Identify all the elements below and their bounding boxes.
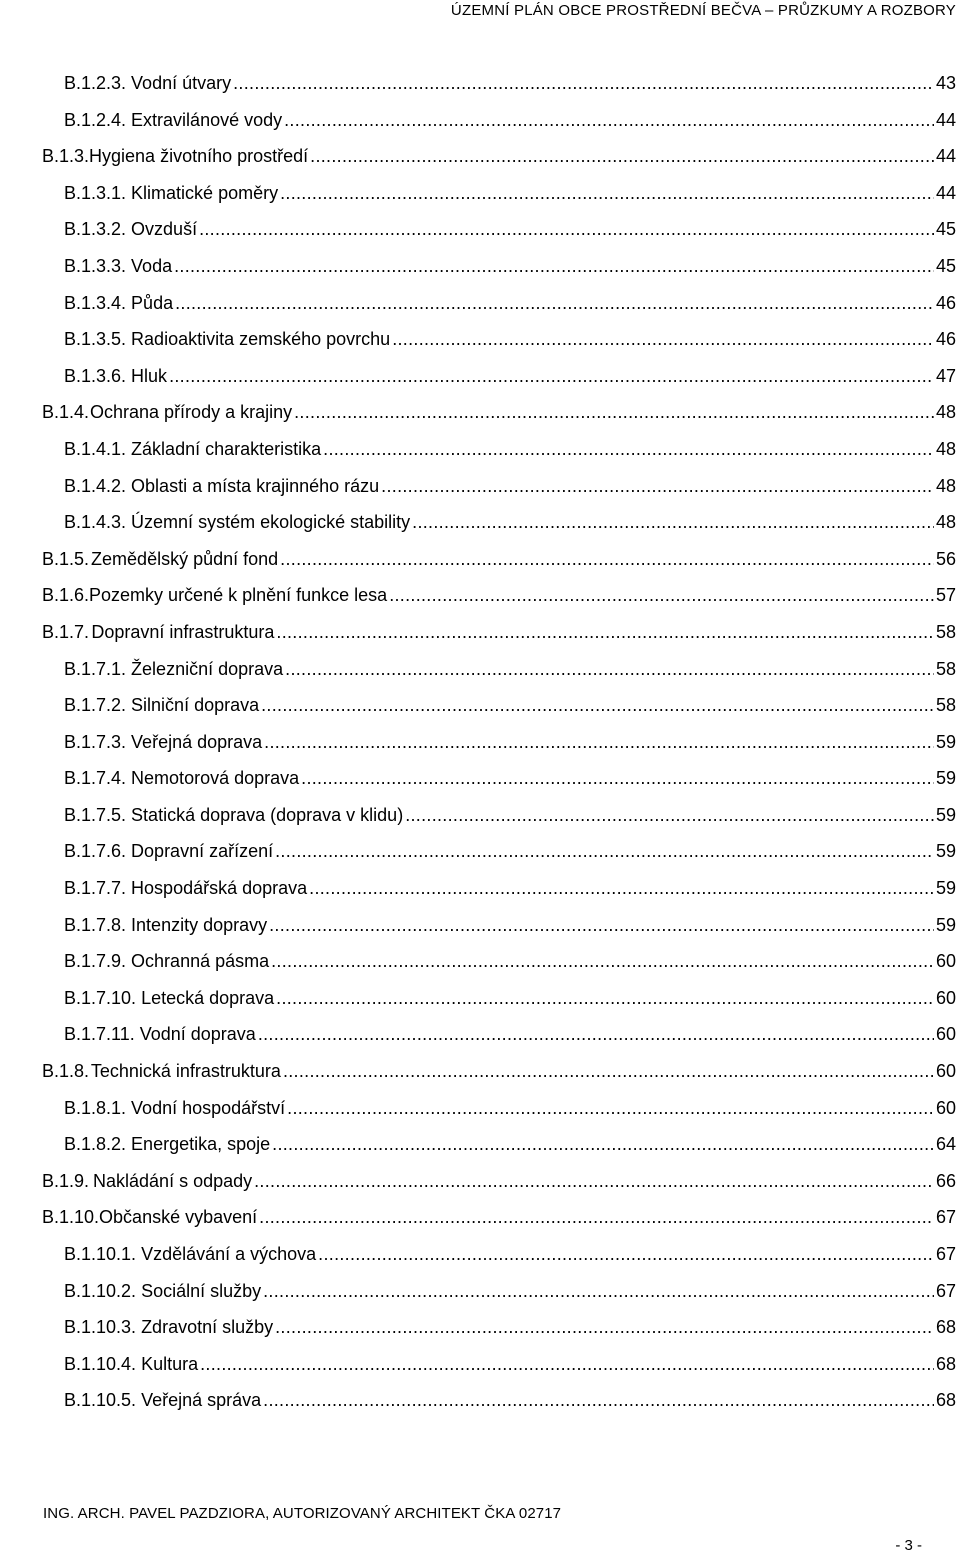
toc-dot-leader [301, 760, 934, 797]
toc-entry-number: B.1.7.10. [64, 987, 137, 1008]
toc-entry-title: Intenzity dopravy [131, 914, 268, 935]
toc-dot-leader [412, 504, 934, 541]
toc-entry[interactable] [42, 797, 956, 834]
toc-entry-number: B.1.7.3. [64, 731, 127, 752]
toc-entry-title: Radioaktivita zemského povrchu [131, 329, 391, 350]
toc-entry-page: 60 [935, 987, 956, 1008]
toc-entry-title: Občanské vybavení [99, 1207, 258, 1228]
toc-entry-title: Sociální služby [141, 1280, 262, 1301]
toc-entry-number: B.1.7.6. [64, 841, 127, 862]
toc-entry-title: Oblasti a místa krajinného rázu [131, 475, 380, 496]
toc-entry-page: 59 [935, 731, 956, 752]
toc-dot-leader [275, 833, 934, 870]
toc-dot-leader [283, 1053, 934, 1090]
toc-dot-leader [284, 102, 934, 139]
toc-entry-page: 66 [935, 1170, 956, 1191]
toc-entry[interactable] [42, 468, 956, 505]
toc-entry-title: Železniční doprava [131, 658, 284, 679]
toc-entry-number: B.1.3.1. [64, 182, 127, 203]
toc-entry-page: 48 [935, 475, 956, 496]
toc-dot-leader [263, 1273, 934, 1310]
toc-entry-title: Letecká doprava [141, 987, 275, 1008]
toc-entry[interactable] [42, 870, 956, 907]
toc-entry-number: B.1.9. [42, 1170, 90, 1191]
toc-dot-leader [280, 175, 934, 212]
toc-entry[interactable] [42, 833, 956, 870]
toc-entry-page: 60 [935, 1061, 956, 1082]
toc-entry-number: B.1.8. [42, 1061, 90, 1082]
toc-entry-page: 59 [935, 878, 956, 899]
toc-entry-number: B.1.3.5. [64, 329, 127, 350]
toc-dot-leader [294, 394, 934, 431]
toc-entry-title: Nemotorová doprava [131, 768, 300, 789]
toc-entry-title: Statická doprava (doprava v klidu) [131, 804, 404, 825]
toc-dot-leader [271, 943, 934, 980]
toc-entry-title: Ovzduší [131, 219, 198, 240]
toc-entry-number: B.1.7.5. [64, 804, 127, 825]
toc-entry-title: Veřejná doprava [131, 731, 263, 752]
toc-entry-number: B.1.6. [42, 585, 90, 606]
toc-entry-title: Technická infrastruktura [90, 1061, 281, 1082]
toc-entry-number: B.1.4. [42, 402, 90, 423]
toc-entry-page: 60 [935, 1024, 956, 1045]
toc-entry[interactable] [42, 1163, 956, 1200]
toc-entry[interactable] [42, 1309, 956, 1346]
toc-entry[interactable] [42, 431, 956, 468]
toc-entry-number: B.1.7.2. [64, 695, 127, 716]
toc-entry-title: Silniční doprava [131, 695, 260, 716]
toc-entry-number: B.1.7.7. [64, 878, 127, 899]
toc-entry[interactable] [42, 211, 956, 248]
toc-entry-title: Veřejná správa [141, 1390, 262, 1411]
toc-entry[interactable] [42, 65, 956, 102]
toc-dot-leader [272, 1126, 934, 1163]
toc-entry[interactable] [42, 358, 956, 395]
toc-entry-number: B.1.5. [42, 548, 90, 569]
toc-entry[interactable] [42, 687, 956, 724]
toc-entry-number: B.1.3.6. [64, 365, 127, 386]
toc-entry-page: 60 [935, 951, 956, 972]
toc-entry-title: Územní systém ekologické stability [131, 512, 411, 533]
toc-entry[interactable] [42, 760, 956, 797]
toc-entry-page: 60 [935, 1097, 956, 1118]
toc-entry[interactable] [42, 321, 956, 358]
toc-entry-page: 44 [935, 182, 956, 203]
toc-entry-page: 59 [935, 768, 956, 789]
toc-entry-page: 57 [935, 585, 956, 606]
toc-entry-page: 46 [935, 329, 956, 350]
toc-entry[interactable] [42, 102, 956, 139]
toc-entry-page: 43 [935, 73, 956, 93]
toc-entry-number: B.1.10.2. [64, 1280, 137, 1301]
toc-entry-page: 48 [935, 402, 956, 423]
toc-entry-page: 68 [935, 1317, 956, 1338]
toc-entry-title: Hospodářská doprava [131, 878, 308, 899]
toc-dot-leader [275, 1309, 934, 1346]
toc-entry-title: Dopravní infrastruktura [91, 621, 275, 642]
toc-entry-page: 46 [935, 292, 956, 313]
toc-dot-leader [199, 211, 934, 248]
toc-entry-page: 68 [935, 1353, 956, 1374]
toc-entry[interactable] [42, 577, 956, 614]
toc-entry-number: B.1.3.3. [64, 255, 127, 276]
toc-entry-title: Extravilánové vody [131, 109, 283, 130]
toc-entry-number: B.1.8.2. [64, 1134, 127, 1155]
toc-entry-number: B.1.2.3. [64, 73, 127, 93]
toc-entry-number: B.1.10.4. [64, 1353, 137, 1374]
toc-entry-number: B.1.3.4. [64, 292, 127, 313]
table-of-contents [42, 65, 956, 1419]
toc-entry-page: 45 [935, 255, 956, 276]
toc-entry[interactable] [42, 1273, 956, 1310]
page-header: ÚZEMNÍ PLÁN OBCE PROSTŘEDNÍ BEČVA – PRŮZKUMY A ROZBORY [450, 2, 956, 19]
toc-entry-number: B.1.7.8. [64, 914, 127, 935]
toc-entry-title: Zdravotní služby [141, 1317, 274, 1338]
toc-entry-title: Zemědělský půdní fond [91, 548, 279, 569]
toc-dot-leader [276, 614, 934, 651]
toc-dot-leader [200, 1346, 934, 1383]
toc-entry-number: B.1.3. [42, 146, 90, 167]
toc-entry-page: 58 [935, 658, 956, 679]
toc-entry-title: Vodní hospodářství [131, 1097, 286, 1118]
toc-entry-number: B.1.10.3. [64, 1317, 137, 1338]
toc-entry-page: 45 [935, 219, 956, 240]
toc-entry-page: 58 [935, 695, 956, 716]
toc-entry-number: B.1.10.5. [64, 1390, 137, 1411]
toc-entry[interactable] [42, 248, 956, 285]
toc-entry-title: Voda [131, 255, 173, 276]
toc-entry-title: Základní charakteristika [131, 438, 322, 459]
toc-dot-leader [280, 541, 934, 578]
toc-dot-leader [318, 1236, 934, 1273]
toc-entry[interactable] [42, 907, 956, 944]
toc-entry-title: Dopravní zařízení [131, 841, 274, 862]
toc-entry-number: B.1.3.2. [64, 219, 127, 240]
toc-entry-number: B.1.10. [42, 1207, 100, 1228]
toc-entry-page: 58 [935, 621, 956, 642]
toc-entry-number: B.1.4.2. [64, 475, 127, 496]
toc-entry-number: B.1.8.1. [64, 1097, 127, 1118]
toc-dot-leader [233, 65, 934, 102]
toc-entry-page: 44 [935, 109, 956, 130]
toc-entry[interactable] [42, 980, 956, 1017]
toc-entry-page: 48 [935, 438, 956, 459]
toc-entry[interactable] [42, 175, 956, 212]
toc-entry-page: 67 [935, 1207, 956, 1228]
toc-entry[interactable] [42, 1199, 956, 1236]
toc-entry[interactable] [42, 1382, 956, 1419]
toc-dot-leader [287, 1090, 934, 1127]
toc-dot-leader [323, 431, 934, 468]
toc-entry-title: Kultura [141, 1353, 199, 1374]
toc-entry-page: 47 [935, 365, 956, 386]
toc-entry-number: B.1.7. [42, 621, 90, 642]
page-number: - 3 - [895, 1537, 922, 1554]
toc-entry-title: Vodní útvary [131, 73, 232, 93]
toc-entry-number: B.1.7.9. [64, 951, 127, 972]
toc-entry-title: Hluk [131, 365, 168, 386]
toc-entry[interactable] [42, 943, 956, 980]
toc-entry[interactable] [42, 504, 956, 541]
toc-dot-leader [263, 1382, 934, 1419]
toc-entry-page: 67 [935, 1280, 956, 1301]
toc-entry-number: B.1.4.1. [64, 438, 127, 459]
toc-entry-page: 48 [935, 512, 956, 533]
toc-entry[interactable] [42, 1053, 956, 1090]
toc-entry-page: 44 [935, 146, 956, 167]
toc-dot-leader [381, 468, 934, 505]
toc-entry[interactable] [42, 1090, 956, 1127]
toc-dot-leader [309, 870, 934, 907]
toc-dot-leader [389, 577, 934, 614]
toc-entry-title: Vodní doprava [139, 1024, 256, 1045]
toc-dot-leader [169, 358, 934, 395]
toc-dot-leader [405, 797, 934, 834]
toc-dot-leader [254, 1163, 934, 1200]
toc-entry[interactable] [42, 1236, 956, 1273]
page-footer: ING. ARCH. PAVEL PAZDZIORA, AUTORIZOVANÝ ARCHITEKT ČKA 02717 [43, 1505, 562, 1522]
toc-entry[interactable] [42, 1126, 956, 1163]
toc-entry-page: 64 [935, 1134, 956, 1155]
toc-entry-number: B.1.4.3. [64, 512, 127, 533]
toc-entry-title: Nakládání s odpady [93, 1170, 253, 1191]
toc-entry-number: B.1.10.1. [64, 1244, 137, 1264]
toc-entry-title: Pozemky určené k plnění funkce lesa [89, 585, 388, 606]
toc-entry[interactable] [42, 724, 956, 761]
toc-entry-page: 68 [935, 1390, 956, 1411]
toc-entry[interactable] [42, 394, 956, 431]
toc-entry-title: Vzdělávání a výchova [141, 1244, 317, 1264]
toc-entry-title: Klimatické poměry [131, 182, 279, 203]
toc-entry[interactable] [42, 285, 956, 322]
toc-entry-title: Energetika, spoje [131, 1134, 271, 1155]
toc-entry-page: 59 [935, 841, 956, 862]
toc-dot-leader [174, 248, 934, 285]
toc-entry[interactable] [42, 1016, 956, 1053]
toc-dot-leader [175, 285, 934, 322]
toc-dot-leader [269, 907, 934, 944]
toc-dot-leader [264, 724, 934, 761]
toc-dot-leader [261, 687, 934, 724]
toc-dot-leader [276, 980, 934, 1017]
toc-entry-page: 67 [935, 1244, 956, 1264]
toc-entry[interactable] [42, 138, 956, 175]
toc-entry[interactable] [42, 1346, 956, 1383]
toc-dot-leader [285, 651, 934, 688]
toc-entry[interactable] [42, 651, 956, 688]
toc-dot-leader [259, 1199, 934, 1236]
toc-entry-number: B.1.7.4. [64, 768, 127, 789]
toc-entry[interactable] [42, 614, 956, 651]
toc-entry-title: Půda [131, 292, 174, 313]
toc-dot-leader [310, 138, 934, 175]
toc-entry-page: 56 [935, 548, 956, 569]
toc-entry[interactable] [42, 541, 956, 578]
toc-entry-title: Ochranná pásma [131, 951, 270, 972]
toc-entry-number: B.1.2.4. [64, 109, 127, 130]
toc-entry-number: B.1.7.11. [64, 1024, 135, 1045]
toc-entry-page: 59 [935, 914, 956, 935]
toc-dot-leader [258, 1016, 934, 1053]
toc-entry-page: 59 [935, 804, 956, 825]
toc-dot-leader [392, 321, 934, 358]
toc-entry-number: B.1.7.1. [64, 658, 127, 679]
toc-entry-title: Hygiena životního prostředí [89, 146, 309, 167]
toc-entry-title: Ochrana přírody a krajiny [90, 402, 293, 423]
